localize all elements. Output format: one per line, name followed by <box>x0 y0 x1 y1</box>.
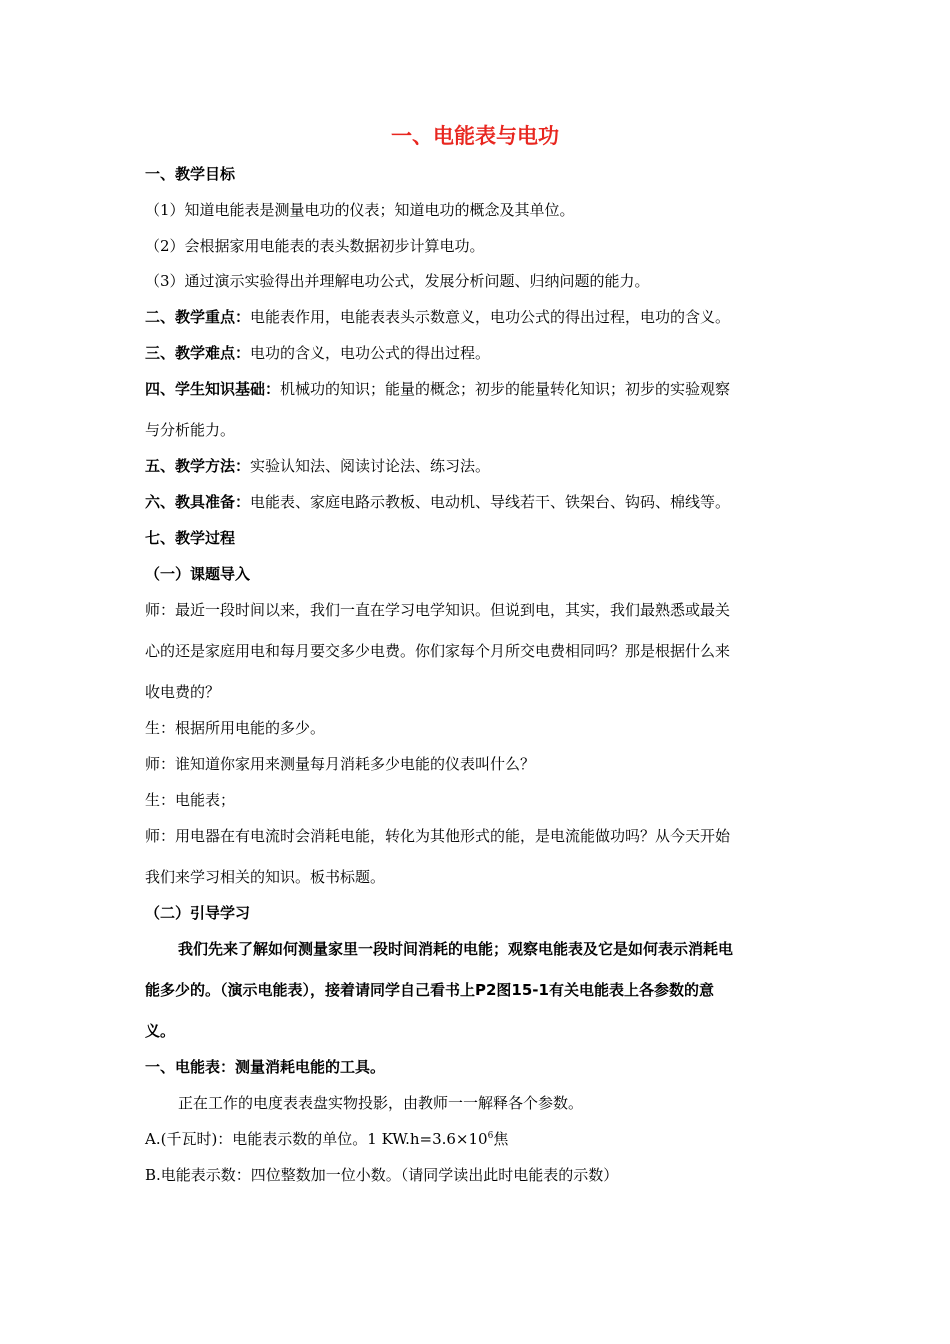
knowledge-basis-line <box>145 379 730 399</box>
item-a-unit: 焦 <box>493 1130 509 1148</box>
process-heading: 七、教学过程 <box>145 529 236 547</box>
item-a-text: A.(千瓦时)：电能表示数的单位。1 KW.h=3.6×10 <box>145 1130 488 1148</box>
meter-intro: 正在工作的电度表表盘实物投影，由教师一一解释各个参数。 <box>178 1094 584 1112</box>
item-b-line: B.电能表示数：四位整数加一位小数。（请同学读出此时电能表的示数） <box>145 1166 619 1184</box>
guide-paragraph-line: 我们先来了解如何测量家里一段时间消耗的电能；观察电能表及它是如何表示消耗电 <box>178 940 734 958</box>
difficult-points-line <box>145 343 490 363</box>
teaching-tools-line <box>145 492 730 512</box>
dialog-line: 师：用电器在有电流时会消耗电能，转化为其他形式的能，是电流能做功吗？从今天开始 <box>145 827 731 845</box>
item-a-exponent: 6 <box>487 1131 494 1141</box>
difficult-points-label: 三、教学难点： <box>145 344 251 362</box>
meter-heading: 一、电能表：测量消耗电能的工具。 <box>145 1058 386 1076</box>
teaching-method-text: 实验认知法、阅读讨论法、练习法。 <box>250 457 491 475</box>
teaching-tools-label: 六、教具准备： <box>145 493 251 511</box>
dialog-line: 生：根据所用电能的多少。 <box>145 719 326 737</box>
dialog-line: 生：电能表； <box>145 791 236 809</box>
goal-item-1: （1）知道电能表是测量电功的仪表；知道电功的概念及其单位。 <box>145 201 575 219</box>
knowledge-basis-label: 四、学生知识基础： <box>145 380 281 398</box>
dialog-line: 师：谁知道你家用来测量每月消耗多少电能的仪表叫什么？ <box>145 755 536 773</box>
guide-paragraph-line: 能多少的。（演示电能表），接着请同学自己看书上P2图15-1有关电能表上各参数的意 <box>145 981 714 999</box>
intro-heading: （一）课题导入 <box>145 565 251 583</box>
goals-heading: 一、教学目标 <box>145 165 236 183</box>
guide-paragraph-line: 义。 <box>145 1022 176 1040</box>
dialog-line: 师：最近一段时间以来，我们一直在学习电学知识。但说到电，其实，我们最熟悉或最关 <box>145 601 731 619</box>
teaching-tools-text: 电能表、家庭电路示教板、电动机、导线若干、铁架台、钩码、棉线等。 <box>250 493 731 511</box>
key-points-text: 电能表作用，电能表表头示数意义，电功公式的得出过程，电功的含义。 <box>250 308 731 326</box>
teaching-method-label: 五、教学方法： <box>145 457 251 475</box>
goal-item-3: （3）通过演示实验得出并理解电功公式，发展分析问题、归纳问题的能力。 <box>145 272 650 290</box>
teaching-method-line <box>145 456 490 476</box>
difficult-points-text: 电功的含义，电功公式的得出过程。 <box>250 344 491 362</box>
dialog-line: 心的还是家庭用电和每月要交多少电费。你们家每个月所交电费相同吗？那是根据什么来 <box>145 642 731 660</box>
dialog-line: 我们来学习相关的知识。板书标题。 <box>145 868 386 886</box>
key-points-line <box>145 307 730 327</box>
knowledge-basis-continuation: 与分析能力。 <box>145 421 236 439</box>
key-points-label: 二、教学重点： <box>145 308 251 326</box>
item-a-line <box>145 1129 508 1149</box>
dialog-line: 收电费的？ <box>145 683 221 701</box>
goal-item-2: （2）会根据家用电能表的表头数据初步计算电功。 <box>145 237 485 255</box>
knowledge-basis-text: 机械功的知识；能量的概念；初步的能量转化知识；初步的实验观察 <box>280 380 731 398</box>
page-title: 一、电能表与电功 <box>391 124 559 148</box>
guide-heading: （二）引导学习 <box>145 904 251 922</box>
